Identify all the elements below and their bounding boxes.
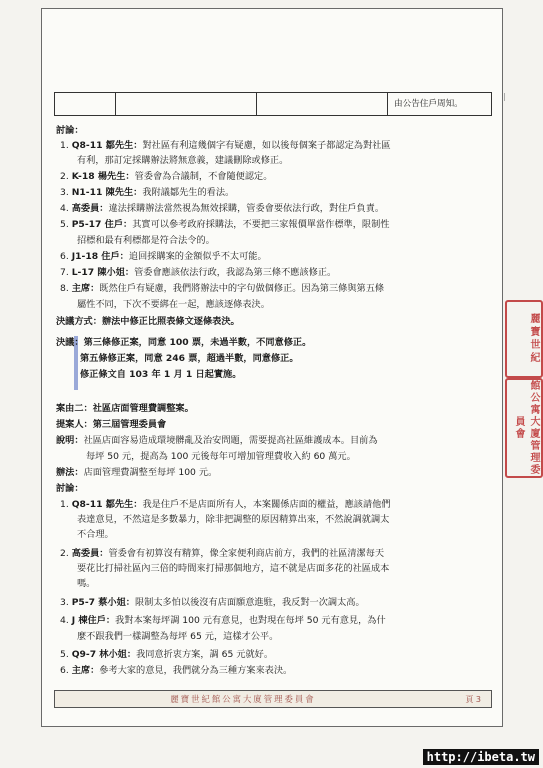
- discussion-item: [60, 664, 292, 678]
- item-number: 5.: [60, 649, 69, 660]
- statement: 管委會為合議制，不會隨便認定。: [134, 171, 273, 182]
- item-number: 4.: [60, 203, 69, 214]
- statement-continued: 表達意見，不然這是多數暴力，除非把調整的原因精算出來，不然說調就調太: [77, 514, 390, 525]
- speaker: 主席：: [71, 283, 100, 294]
- method-label: 辦法：: [56, 467, 84, 478]
- explain-label: 說明：: [56, 435, 84, 446]
- statement: 違法採購辦法當然視為無效採購，管委會要依法行政，對住戶負責。: [108, 203, 385, 214]
- speaker: N1-11 陳先生：: [71, 187, 143, 198]
- statement-continued: 屬性不同，下次不要綁在一起，應該逐條表決。: [77, 299, 270, 310]
- resolution: [56, 336, 311, 350]
- statement-continued: 有利，那訂定採購辦法將無意義，建議刪除或修正。: [77, 155, 289, 166]
- case-title: [56, 402, 194, 416]
- item-number: 6.: [60, 665, 69, 676]
- item-number: 8.: [60, 283, 69, 294]
- proposer: [56, 418, 166, 432]
- page-number: 頁 3: [465, 694, 481, 704]
- speaker: L-17 陳小姐：: [71, 267, 135, 278]
- decision-method: [56, 315, 240, 329]
- discussion-label: 討論：: [56, 125, 84, 136]
- discussion-item: [60, 170, 272, 184]
- proposer-label: 提案人：: [56, 419, 93, 430]
- discussion-item: [60, 614, 386, 628]
- speaker: P5-7 蔡小姐：: [71, 597, 135, 608]
- item-number: 2.: [60, 548, 69, 559]
- table-cell: [55, 93, 116, 115]
- statement-continued: 不合理。: [77, 529, 114, 540]
- speaker: J 棟住戶：: [71, 615, 116, 626]
- item-number: 2.: [60, 171, 69, 182]
- discussion-item: [60, 266, 336, 280]
- method-text: 店面管理費調整至每坪 100 元。: [83, 467, 218, 478]
- discussion-item: [60, 547, 384, 561]
- statement-continued: 招標和最有利標都是符合法令的。: [77, 235, 215, 246]
- resolution-label: 決議：: [56, 337, 84, 348]
- statement: 對社區有利這幾個字有疑慮，如以後每個案子都認定為對社區: [142, 140, 391, 151]
- seal-stamp: 麗寶世紀: [505, 300, 543, 378]
- discussion-item: [60, 186, 234, 200]
- speaker: K-18 楊先生：: [71, 171, 135, 182]
- resolution-line: 第五條修正案，同意 246 票，超過半數，同意修正。: [80, 353, 299, 364]
- discussion-item: [60, 139, 391, 153]
- item-number: 4.: [60, 615, 69, 626]
- statement: 參考大家的意見，我們就分為三種方案來表決。: [99, 665, 293, 676]
- speaker: 高委員：: [71, 203, 109, 214]
- speaker: Q8-11 鄒先生：: [71, 499, 143, 510]
- statement: 我對本案每坪調 100 元有意見，也對現在每坪 50 元有意見，為什: [115, 615, 386, 626]
- speaker: Q9-7 林小姐：: [71, 649, 137, 660]
- item-number: 1.: [60, 499, 69, 510]
- statement: 追回採購案的金額似乎不太可能。: [128, 251, 267, 262]
- statement: 限制太多怕以後沒有店面願意進駐，我反對一次調太高。: [134, 597, 365, 608]
- speaker: 主席：: [71, 665, 100, 676]
- item-number: 5.: [60, 219, 69, 230]
- item-number: 3.: [60, 187, 69, 198]
- speaker: Q8-11 鄒先生：: [71, 140, 143, 151]
- method: [56, 466, 217, 480]
- discussion-item: [60, 596, 365, 610]
- statement-continued: 要花比打掃社區內三倍的時間來打掃那個地方，這不就是店面多花的社區成本: [77, 563, 390, 574]
- explain-line: 社區店面容易造成環境髒亂及治安問題，需要提高社區維護成本。目前為: [83, 435, 378, 446]
- table-cell: [116, 93, 257, 115]
- statement: 我是住戶不是店面所有人，本案關係店面的權益，應該請他們: [142, 499, 391, 510]
- speaker: J1-18 住戶：: [71, 251, 129, 262]
- statement: 我同意折衷方案，調 65 元就好。: [136, 649, 274, 660]
- discussion-item: [60, 218, 389, 232]
- speaker: P5-17 住戶：: [71, 219, 133, 230]
- discussion-label: 討論：: [56, 483, 84, 494]
- item-number: 6.: [60, 251, 69, 262]
- statement: 管委會有初算沒有精算，像全家便利商店前方，我們的社區清潔每天: [108, 548, 385, 559]
- explanation: [56, 434, 378, 448]
- table-row: [54, 92, 492, 116]
- case-label: 案由二：: [56, 403, 93, 414]
- table-cell-notice: 由公告住戶周知。: [394, 99, 463, 109]
- speaker: 高委員：: [71, 548, 109, 559]
- statement-continued: 麼不跟我們一樣調整為每坪 65 元，這樣才公平。: [77, 631, 279, 642]
- discussion-item: [60, 648, 273, 662]
- explain-line: 每坪 50 元，提高為 100 元後每年可增加管理費收入約 60 萬元。: [86, 451, 356, 462]
- watermark: http://ibeta.tw: [423, 749, 539, 765]
- decision-method-text: 辦法中修正比照表條文逐條表決。: [101, 316, 240, 327]
- table-cell: [257, 93, 388, 115]
- decision-method-label: 決議方式：: [56, 316, 102, 327]
- statement: 管委會應該依法行政，我認為第三條不應該修正。: [134, 267, 337, 278]
- proposer-name: 第三屆管理委員會: [92, 419, 167, 430]
- item-number: 3.: [60, 597, 69, 608]
- item-number: 7.: [60, 267, 69, 278]
- page-footer: [54, 690, 492, 708]
- resolution-line: 修正條文自 103 年 1 月 1 日起實施。: [80, 369, 242, 380]
- discussion-item: [60, 282, 384, 296]
- footer-title: 麗寶世紀館公寓大廈管理委員會: [170, 694, 316, 704]
- margin-mark: |: [503, 92, 506, 101]
- seal-stamp: 館公寓大廈管理委員會: [505, 378, 543, 478]
- statement: 既然住戶有疑慮，我們將辦法中的字句做個修正。因為第三條與第五條: [99, 283, 385, 294]
- statement: 我附議鄒先生的看法。: [142, 187, 235, 198]
- discussion-item: [60, 202, 384, 216]
- discussion-item: [60, 498, 391, 512]
- discussion-item: [60, 250, 267, 264]
- resolution-line: 第三條修正案，同意 100 票，未過半數，不同意修正。: [83, 337, 312, 348]
- statement: 其實可以參考政府採購法，不要把三家報價單當作標準，限制性: [132, 219, 390, 230]
- case-text: 社區店面管理費調整案。: [92, 403, 194, 414]
- statement-continued: 嗎。: [77, 578, 96, 589]
- item-number: 1.: [60, 140, 69, 151]
